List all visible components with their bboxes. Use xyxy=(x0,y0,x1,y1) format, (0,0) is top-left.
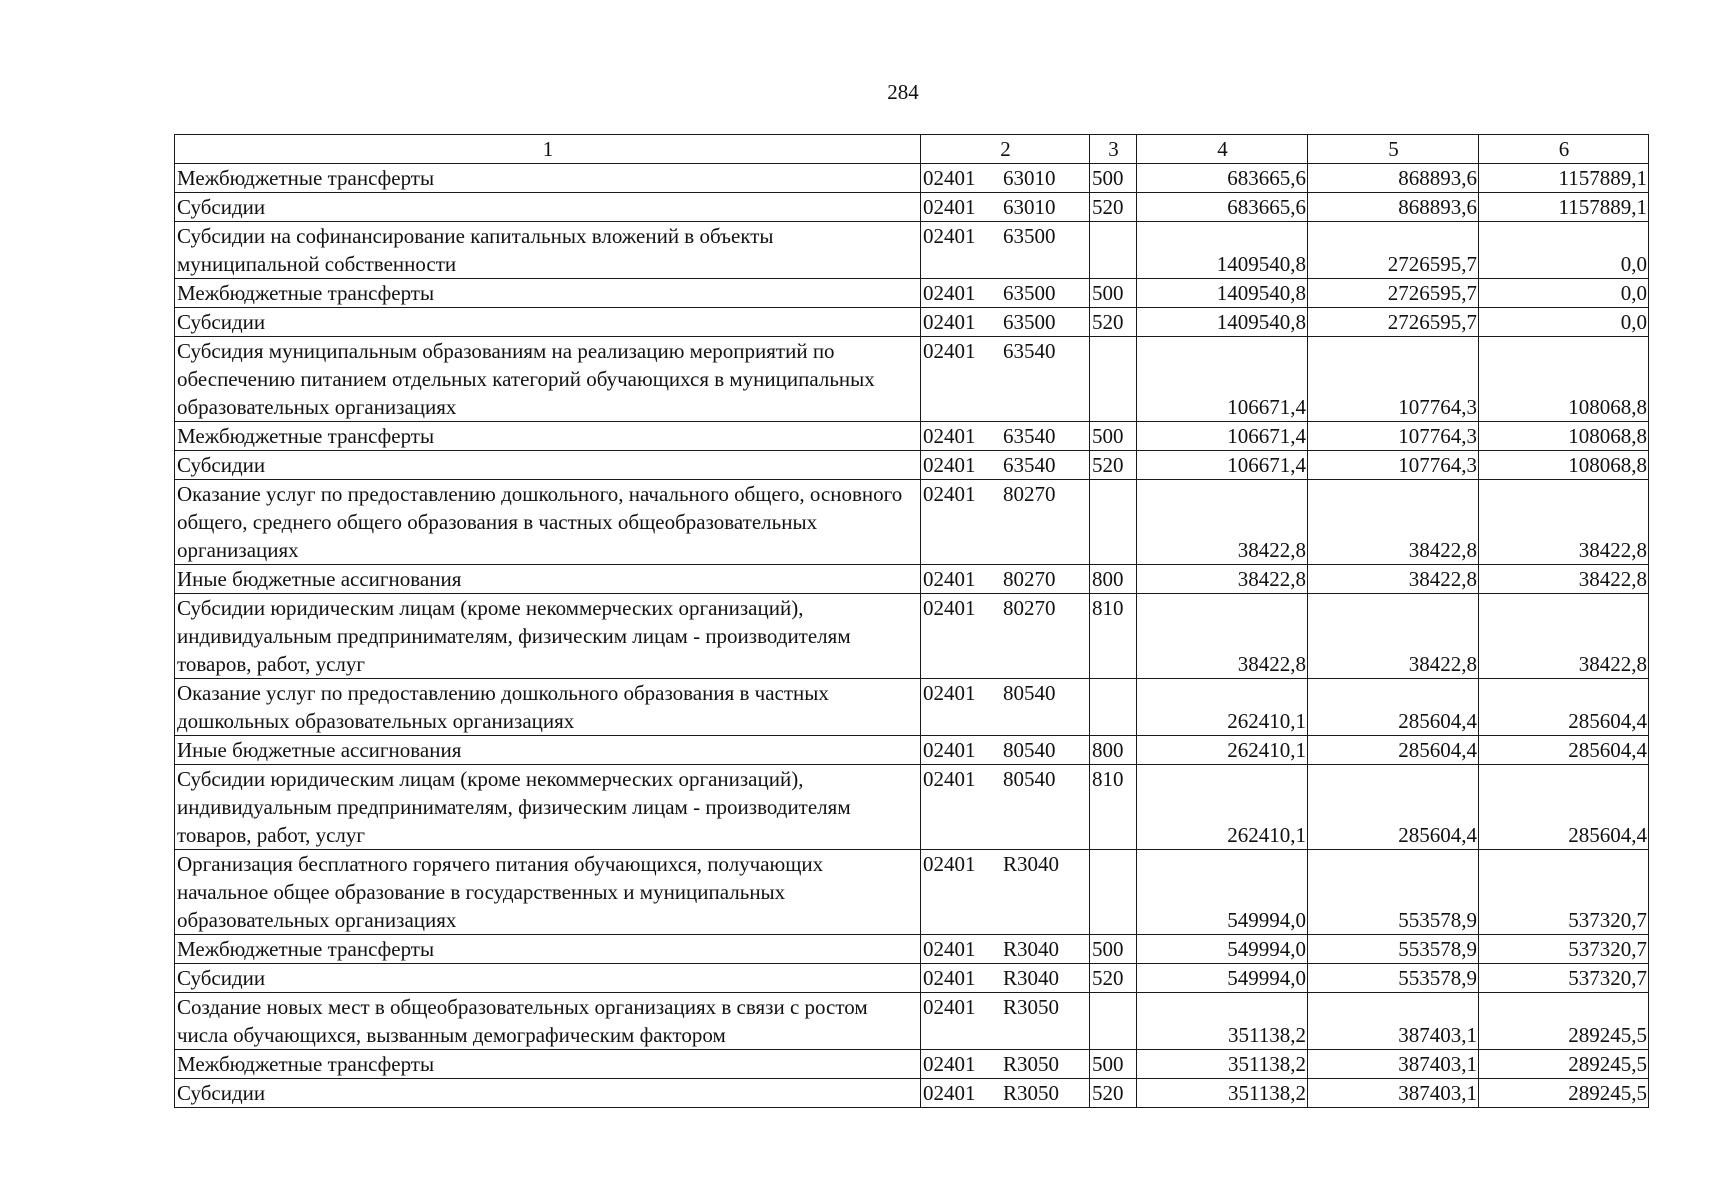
amount-col5: 553578,9 xyxy=(1308,935,1479,964)
expense-type-code xyxy=(1090,679,1137,736)
amount-col6: 1157889,1 xyxy=(1479,193,1649,222)
item-name: Субсидии xyxy=(175,308,921,337)
amount-col4: 351138,2 xyxy=(1137,993,1308,1050)
expense-type-code: 500 xyxy=(1090,935,1137,964)
amount-col6: 285604,4 xyxy=(1479,679,1649,736)
expense-type-code xyxy=(1090,480,1137,565)
target-code-part1: 02401 xyxy=(923,995,976,1019)
target-code-part2: 80270 xyxy=(1003,482,1056,506)
target-code-part1: 02401 xyxy=(923,1081,976,1105)
amount-col4: 262410,1 xyxy=(1137,679,1308,736)
page-number: 284 xyxy=(887,80,919,104)
target-code xyxy=(921,964,1090,993)
target-code-part1: 02401 xyxy=(923,482,976,506)
target-code xyxy=(921,337,1090,422)
amount-col4: 351138,2 xyxy=(1137,1079,1308,1108)
target-code-part2: 63540 xyxy=(1003,424,1056,448)
amount-col5: 2726595,7 xyxy=(1308,279,1479,308)
target-code-part1: 02401 xyxy=(923,224,976,248)
target-code-part2: 80540 xyxy=(1003,738,1056,762)
expense-type-code: 500 xyxy=(1090,1050,1137,1079)
target-code-part2: 63500 xyxy=(1003,281,1056,305)
amount-col5: 38422,8 xyxy=(1308,565,1479,594)
amount-col6: 38422,8 xyxy=(1479,480,1649,565)
table-row xyxy=(175,222,1649,279)
amount-col4: 683665,6 xyxy=(1137,193,1308,222)
table-row xyxy=(175,422,1649,451)
target-code xyxy=(921,679,1090,736)
table-header-row xyxy=(175,135,1649,164)
amount-col4: 683665,6 xyxy=(1137,164,1308,193)
target-code-part2: 80270 xyxy=(1003,596,1056,620)
amount-col6: 38422,8 xyxy=(1479,565,1649,594)
amount-col6: 537320,7 xyxy=(1479,964,1649,993)
table-row xyxy=(175,594,1649,679)
target-code xyxy=(921,422,1090,451)
amount-col5: 285604,4 xyxy=(1308,765,1479,850)
target-code-part1: 02401 xyxy=(923,567,976,591)
expense-type-code: 500 xyxy=(1090,164,1137,193)
table-row xyxy=(175,736,1649,765)
amount-col4: 106671,4 xyxy=(1137,337,1308,422)
expense-type-code: 800 xyxy=(1090,565,1137,594)
target-code xyxy=(921,850,1090,935)
target-code-part1: 02401 xyxy=(923,339,976,363)
amount-col5: 285604,4 xyxy=(1308,679,1479,736)
amount-col4: 1409540,8 xyxy=(1137,222,1308,279)
target-code-part1: 02401 xyxy=(923,310,976,334)
amount-col5: 285604,4 xyxy=(1308,736,1479,765)
target-code-part2: 80540 xyxy=(1003,681,1056,705)
target-code-part2: 80270 xyxy=(1003,567,1056,591)
target-code-part1: 02401 xyxy=(923,453,976,477)
column-header-5: 5 xyxy=(1308,135,1479,164)
expense-type-code xyxy=(1090,222,1137,279)
expense-type-code: 520 xyxy=(1090,1079,1137,1108)
table-row xyxy=(175,964,1649,993)
amount-col5: 387403,1 xyxy=(1308,993,1479,1050)
target-code xyxy=(921,594,1090,679)
target-code-part1: 02401 xyxy=(923,281,976,305)
target-code-part1: 02401 xyxy=(923,852,976,876)
amount-col5: 387403,1 xyxy=(1308,1079,1479,1108)
target-code-part1: 02401 xyxy=(923,681,976,705)
amount-col5: 868893,6 xyxy=(1308,164,1479,193)
target-code xyxy=(921,736,1090,765)
item-name: Межбюджетные трансферты xyxy=(175,422,921,451)
item-name: Субсидии xyxy=(175,964,921,993)
expense-type-code: 500 xyxy=(1090,422,1137,451)
target-code xyxy=(921,993,1090,1050)
item-name: Создание новых мест в общеобразовательных организациях в связи с ростом числа обучающихся, вызванным демографическим фактором xyxy=(175,993,921,1050)
amount-col4: 1409540,8 xyxy=(1137,308,1308,337)
item-name: Субсидии xyxy=(175,451,921,480)
amount-col6: 289245,5 xyxy=(1479,1050,1649,1079)
amount-col4: 262410,1 xyxy=(1137,736,1308,765)
item-name: Субсидии юридическим лицам (кроме некоммерческих организаций), индивидуальным предпринимателям, физическим лицам - производителям товаров, работ, услуг xyxy=(175,594,921,679)
amount-col6: 537320,7 xyxy=(1479,850,1649,935)
item-name: Межбюджетные трансферты xyxy=(175,935,921,964)
target-code-part2: 63540 xyxy=(1003,453,1056,477)
amount-col5: 387403,1 xyxy=(1308,1050,1479,1079)
amount-col6: 1157889,1 xyxy=(1479,164,1649,193)
target-code-part1: 02401 xyxy=(923,166,976,190)
target-code-part1: 02401 xyxy=(923,1052,976,1076)
table-row xyxy=(175,765,1649,850)
target-code-part2: R3050 xyxy=(1003,995,1060,1019)
item-name: Субсидии юридическим лицам (кроме некоммерческих организаций), индивидуальным предпринимателям, физическим лицам - производителям товаров, работ, услуг xyxy=(175,765,921,850)
target-code-part2: R3040 xyxy=(1003,852,1060,876)
target-code-part1: 02401 xyxy=(923,424,976,448)
item-name: Субсидии xyxy=(175,1079,921,1108)
amount-col4: 549994,0 xyxy=(1137,964,1308,993)
target-code-part2: R3040 xyxy=(1003,937,1060,961)
target-code xyxy=(921,164,1090,193)
expense-type-code: 810 xyxy=(1090,765,1137,850)
column-header-4: 4 xyxy=(1137,135,1308,164)
expense-type-code: 520 xyxy=(1090,964,1137,993)
target-code-part2: 63010 xyxy=(1003,166,1056,190)
amount-col6: 0,0 xyxy=(1479,308,1649,337)
expense-type-code: 500 xyxy=(1090,279,1137,308)
amount-col6: 289245,5 xyxy=(1479,1079,1649,1108)
table-row xyxy=(175,193,1649,222)
expense-type-code: 520 xyxy=(1090,193,1137,222)
amount-col6: 108068,8 xyxy=(1479,451,1649,480)
amount-col4: 549994,0 xyxy=(1137,935,1308,964)
table-row xyxy=(175,279,1649,308)
target-code-part1: 02401 xyxy=(923,195,976,219)
amount-col6: 537320,7 xyxy=(1479,935,1649,964)
amount-col5: 107764,3 xyxy=(1308,337,1479,422)
item-name: Субсидии на софинансирование капитальных вложений в объекты муниципальной собственности xyxy=(175,222,921,279)
table-row xyxy=(175,451,1649,480)
amount-col5: 868893,6 xyxy=(1308,193,1479,222)
amount-col5: 107764,3 xyxy=(1308,422,1479,451)
table-row xyxy=(175,337,1649,422)
expense-type-code xyxy=(1090,337,1137,422)
table-body xyxy=(175,164,1649,1108)
target-code-part1: 02401 xyxy=(923,966,976,990)
amount-col4: 38422,8 xyxy=(1137,565,1308,594)
target-code-part2: 63540 xyxy=(1003,339,1056,363)
target-code xyxy=(921,193,1090,222)
amount-col5: 553578,9 xyxy=(1308,850,1479,935)
target-code-part2: 63010 xyxy=(1003,195,1056,219)
amount-col6: 108068,8 xyxy=(1479,337,1649,422)
amount-col4: 351138,2 xyxy=(1137,1050,1308,1079)
target-code-part1: 02401 xyxy=(923,767,976,791)
expense-type-code xyxy=(1090,993,1137,1050)
amount-col5: 38422,8 xyxy=(1308,594,1479,679)
amount-col6: 289245,5 xyxy=(1479,993,1649,1050)
target-code-part1: 02401 xyxy=(923,596,976,620)
column-header-6: 6 xyxy=(1479,135,1649,164)
amount-col4: 549994,0 xyxy=(1137,850,1308,935)
amount-col4: 106671,4 xyxy=(1137,422,1308,451)
amount-col4: 38422,8 xyxy=(1137,594,1308,679)
column-header-2: 2 xyxy=(921,135,1090,164)
item-name: Межбюджетные трансферты xyxy=(175,164,921,193)
target-code-part2: R3050 xyxy=(1003,1052,1060,1076)
item-name: Оказание услуг по предоставлению дошкольного образования в частных дошкольных образовательных организациях xyxy=(175,679,921,736)
target-code xyxy=(921,765,1090,850)
expense-type-code: 520 xyxy=(1090,451,1137,480)
target-code-part2: 63500 xyxy=(1003,310,1056,334)
column-header-3: 3 xyxy=(1090,135,1137,164)
amount-col6: 285604,4 xyxy=(1479,765,1649,850)
target-code xyxy=(921,308,1090,337)
target-code xyxy=(921,279,1090,308)
item-name: Иные бюджетные ассигнования xyxy=(175,565,921,594)
table-row xyxy=(175,679,1649,736)
amount-col4: 1409540,8 xyxy=(1137,279,1308,308)
target-code-part1: 02401 xyxy=(923,937,976,961)
target-code-part2: R3050 xyxy=(1003,1081,1060,1105)
target-code xyxy=(921,935,1090,964)
amount-col5: 2726595,7 xyxy=(1308,222,1479,279)
target-code xyxy=(921,222,1090,279)
item-name: Иные бюджетные ассигнования xyxy=(175,736,921,765)
target-code xyxy=(921,451,1090,480)
amount-col5: 107764,3 xyxy=(1308,451,1479,480)
amount-col6: 0,0 xyxy=(1479,279,1649,308)
target-code-part2: 80540 xyxy=(1003,767,1056,791)
amount-col6: 38422,8 xyxy=(1479,594,1649,679)
expense-type-code xyxy=(1090,850,1137,935)
amount-col6: 285604,4 xyxy=(1479,736,1649,765)
item-name: Межбюджетные трансферты xyxy=(175,1050,921,1079)
target-code xyxy=(921,1079,1090,1108)
target-code xyxy=(921,480,1090,565)
item-name: Субсидия муниципальным образованиям на реализацию мероприятий по обеспечению питанием отдельных категорий обучающихся в муниципальных образовательных организациях xyxy=(175,337,921,422)
table-row xyxy=(175,850,1649,935)
target-code xyxy=(921,565,1090,594)
amount-col5: 2726595,7 xyxy=(1308,308,1479,337)
table-row xyxy=(175,1050,1649,1079)
amount-col5: 38422,8 xyxy=(1308,480,1479,565)
expense-type-code: 800 xyxy=(1090,736,1137,765)
table-row xyxy=(175,993,1649,1050)
amount-col6: 0,0 xyxy=(1479,222,1649,279)
column-header-1: 1 xyxy=(175,135,921,164)
item-name: Межбюджетные трансферты xyxy=(175,279,921,308)
item-name: Субсидии xyxy=(175,193,921,222)
target-code-part1: 02401 xyxy=(923,738,976,762)
table-row xyxy=(175,565,1649,594)
item-name: Оказание услуг по предоставлению дошкольного, начального общего, основного общего, среднего общего образования в частных общеобразовательных организациях xyxy=(175,480,921,565)
amount-col4: 106671,4 xyxy=(1137,451,1308,480)
amount-col6: 108068,8 xyxy=(1479,422,1649,451)
amount-col4: 38422,8 xyxy=(1137,480,1308,565)
table-row xyxy=(175,164,1649,193)
target-code xyxy=(921,1050,1090,1079)
budget-table xyxy=(174,134,1649,1108)
table-row xyxy=(175,1079,1649,1108)
amount-col5: 553578,9 xyxy=(1308,964,1479,993)
table-row xyxy=(175,935,1649,964)
target-code-part2: 63500 xyxy=(1003,224,1056,248)
table-row xyxy=(175,480,1649,565)
amount-col4: 262410,1 xyxy=(1137,765,1308,850)
expense-type-code: 520 xyxy=(1090,308,1137,337)
expense-type-code: 810 xyxy=(1090,594,1137,679)
target-code-part2: R3040 xyxy=(1003,966,1060,990)
item-name: Организация бесплатного горячего питания обучающихся, получающих начальное общее образование в государственных и муниципальных образовательных организациях xyxy=(175,850,921,935)
table-row xyxy=(175,308,1649,337)
